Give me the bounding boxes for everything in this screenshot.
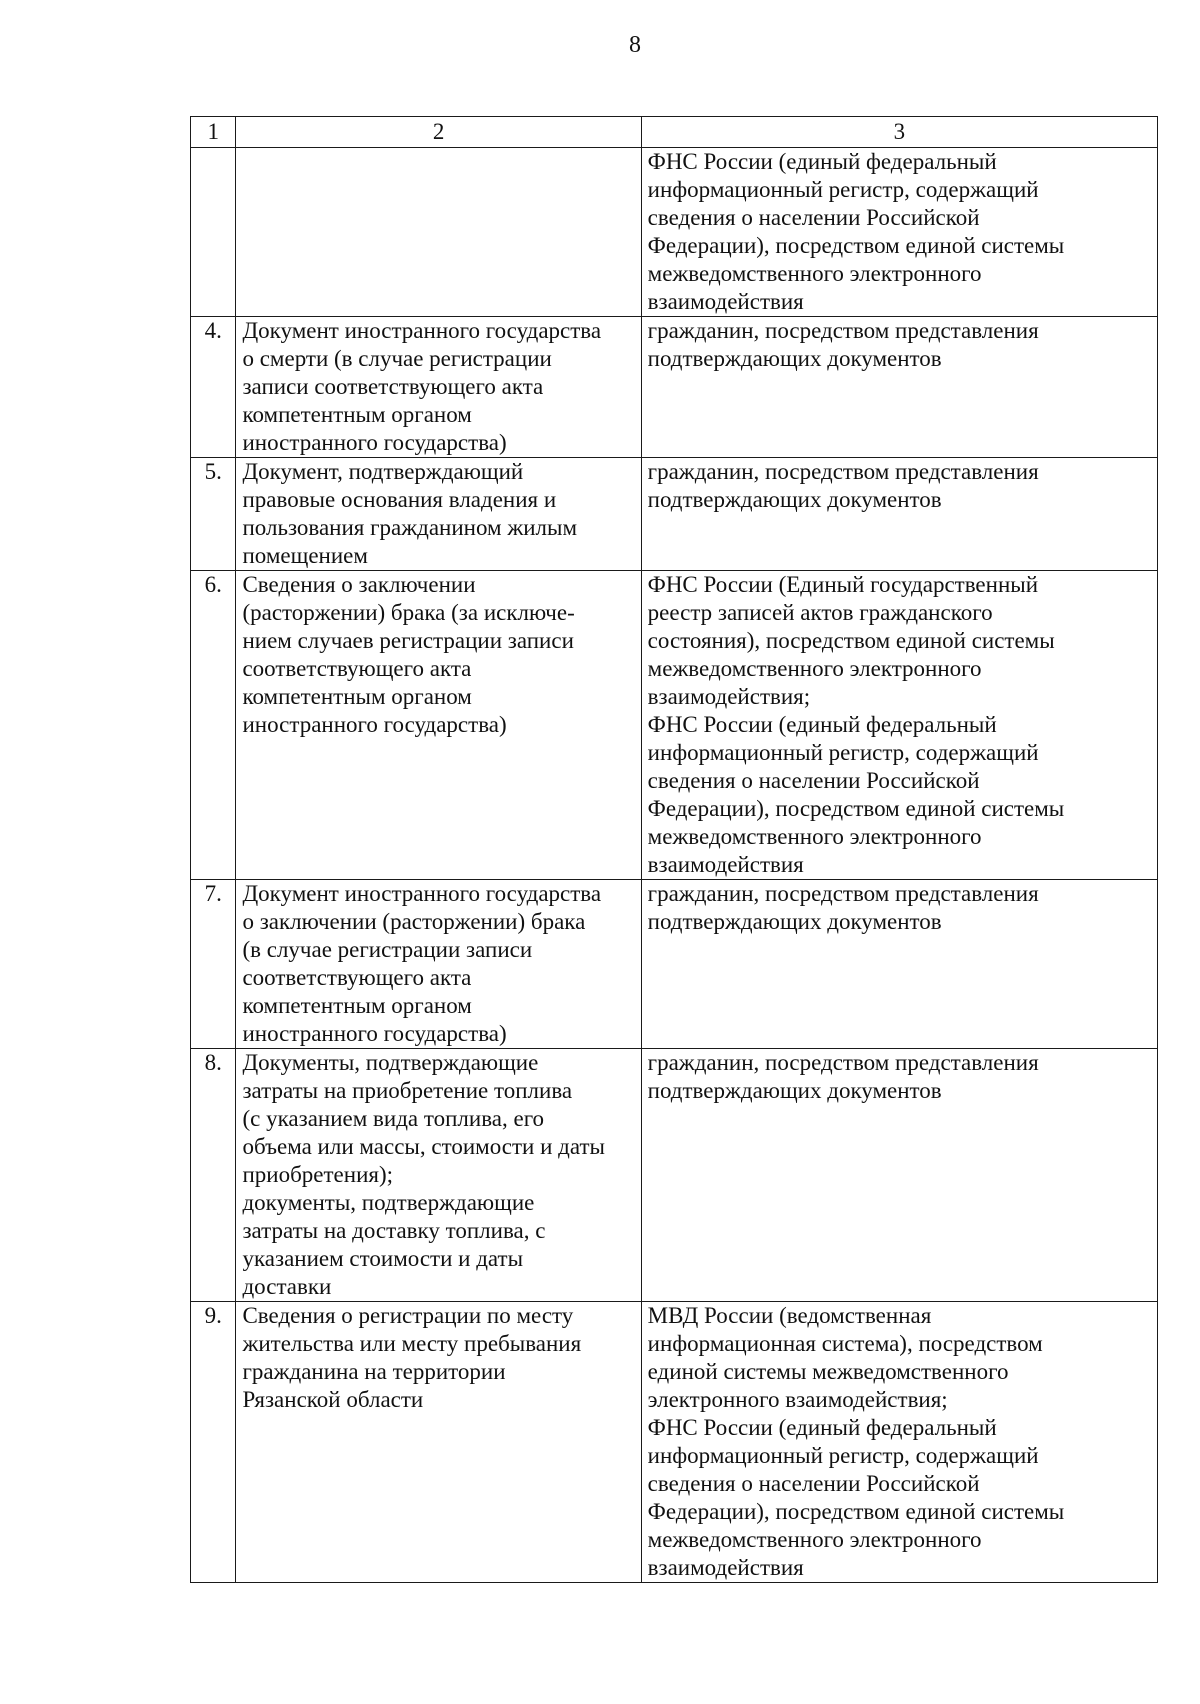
document-cell: Документ иностранного государства о заключении (расторжении) брака (в случае регистрации записи соответствующего акта компетентным органом иностранного государства) [242,881,602,1046]
source-cell: гражданин, посредством представления подтверждающих документов [647,318,1039,371]
row-number: 7. [191,880,236,1049]
row-number: 8. [191,1049,236,1302]
table-header-row [191,117,1158,148]
header-cell-2: 2 [236,117,641,148]
document-cell: Сведения о заключении (расторжении) брака (за исключе- нием случаев регистрации записи соответствующего акта компетентным органом иностранного государства) [242,572,575,737]
table-row [191,1302,1158,1583]
source-cell: ФНС России (Единый государственный реестр записей актов гражданского состояния), посредством единой системы межведомственного электронного взаимодействия; ФНС России (единый федеральный информационный регистр, содержащий сведения о населении Российской Федерации), посредством единой системы межведомственного электронного взаимодействия [647,572,1065,877]
table-row [191,571,1158,880]
source-cell: гражданин, посредством представления подтверждающих документов [647,881,1039,934]
row-number: 4. [191,317,236,458]
table-row [191,880,1158,1049]
row-number: 9. [191,1302,236,1583]
page-number: 8 [629,32,641,58]
document-cell: Документ, подтверждающий правовые основания владения и пользования гражданином жилым помещением [242,459,578,568]
documents-table [190,116,1158,1583]
header-cell-3: 3 [641,117,1157,148]
document-cell: Документ иностранного государства о смерти (в случае регистрации записи соответствующего акта компетентным органом иностранного государства) [242,318,602,455]
document-cell: Документы, подтверждающие затраты на приобретение топлива (с указанием вида топлива, его объема или массы, стоимости и даты приобретения); документы, подтверждающие затраты на доставку топлива, с указанием стоимости и даты доставки [242,1050,605,1299]
header-cell-1: 1 [191,117,236,148]
table-row [191,458,1158,571]
row-number [191,148,236,317]
table-row [191,1049,1158,1302]
table-row [191,148,1158,317]
table-row [191,317,1158,458]
source-cell: ФНС России (единый федеральный информационный регистр, содержащий сведения о населении Российской Федерации), посредством единой системы межведомственного электронного взаимодействия [647,149,1065,314]
source-cell: гражданин, посредством представления подтверждающих документов [647,1050,1039,1103]
row-number: 5. [191,458,236,571]
document-cell: Сведения о регистрации по месту жительства или месту пребывания гражданина на территории Рязанской области [242,1303,582,1412]
row-number: 6. [191,571,236,880]
source-cell: гражданин, посредством представления подтверждающих документов [647,459,1039,512]
source-cell: МВД России (ведомственная информационная система), посредством единой системы межведомственного электронного взаимодействия; ФНС России (единый федеральный информационный регистр, содержащий сведения о населении Российской Федерации), посредством единой системы межведомственного электронного взаимодействия [647,1303,1065,1580]
